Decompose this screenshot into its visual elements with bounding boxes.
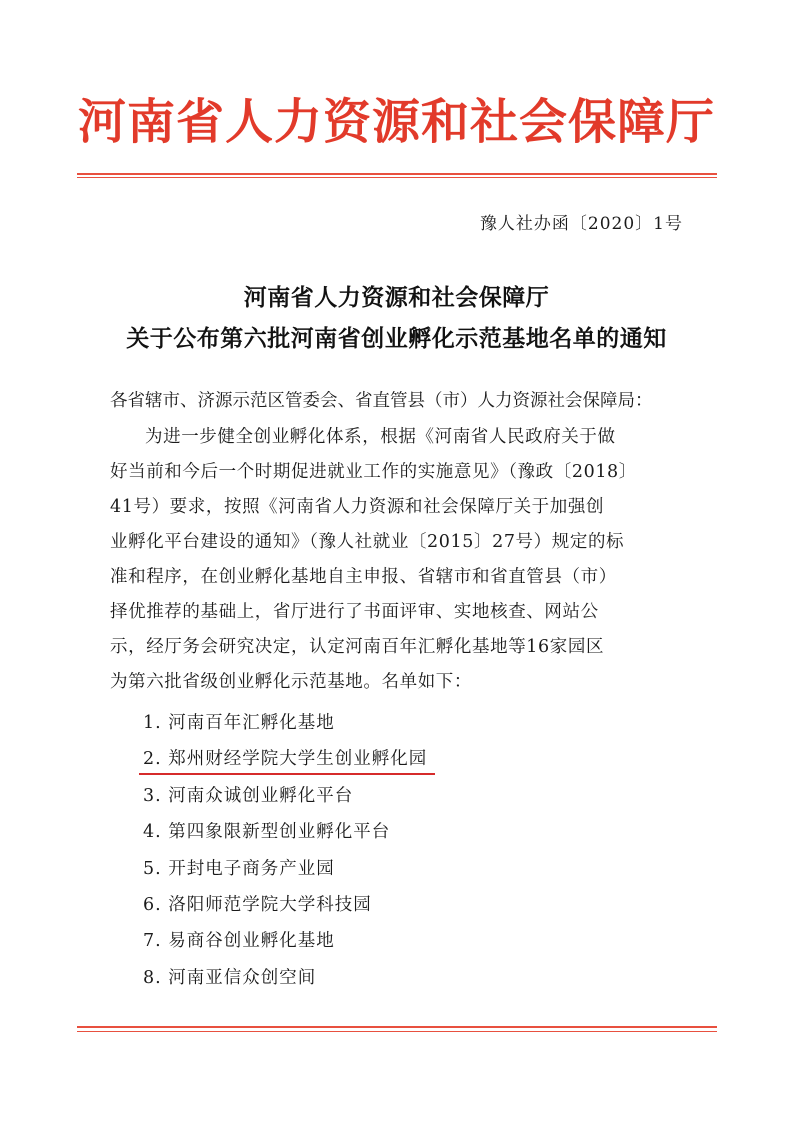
list-item: 4. 第四象限新型创业孵化平台 bbox=[143, 822, 391, 843]
paragraph-line: 为第六批省级创业孵化示范基地。名单如下： bbox=[110, 672, 472, 692]
paragraph-line: 业孵化平台建设的通知》（豫人社就业〔2015〕27号）规定的标 bbox=[110, 532, 625, 552]
paragraph-line: 好当前和今后一个时期促进就业工作的实施意见》（豫政〔2018〕 bbox=[110, 462, 637, 482]
footer-rule-thin bbox=[77, 1031, 717, 1032]
body-paragraph bbox=[110, 420, 690, 700]
list-item: 8. 河南亚信众创空间 bbox=[143, 967, 317, 988]
letterhead-rule-thin bbox=[77, 177, 717, 178]
paragraph-line: 为进一步健全创业孵化体系，根据《河南省人民政府关于做 bbox=[145, 427, 616, 447]
list-item: 1. 河南百年汇孵化基地 bbox=[143, 713, 335, 733]
list-item: 3. 河南众诚创业孵化平台 bbox=[143, 785, 354, 806]
paragraph-line: 41号）要求，按照《河南省人力资源和社会保障厅关于加强创 bbox=[110, 497, 605, 517]
letterhead-rule-thick bbox=[77, 173, 717, 175]
document-number: 豫人社办函〔2020〕1号 bbox=[479, 214, 683, 234]
paragraph-line: 准和程序，在创业孵化基地自主申报、省辖市和省直管县（市） bbox=[110, 567, 617, 587]
list-item-highlighted: 2. 郑州财经学院大学生创业孵化园 bbox=[143, 741, 427, 777]
letterhead-org-name: 河南省人力资源和社会保障厅 bbox=[77, 94, 715, 150]
paragraph-line: 示，经厅务会研究决定，认定河南百年汇孵化基地等16家园区 bbox=[110, 637, 605, 657]
list-item: 7. 易商谷创业孵化基地 bbox=[143, 931, 335, 952]
footer-rule-thick bbox=[77, 1026, 717, 1028]
list-item: 5. 开封电子商务产业园 bbox=[143, 858, 335, 879]
salutation: 各省辖市、济源示范区管委会、省直管县（市）人力资源社会保障局： bbox=[110, 391, 653, 411]
list-item: 6. 洛阳师范学院大学科技园 bbox=[143, 895, 372, 916]
paragraph-line: 择优推荐的基础上，省厅进行了书面评审、实地核查、网站公 bbox=[110, 602, 599, 622]
document-title-line-2: 关于公布第六批河南省创业孵化示范基地名单的通知 bbox=[126, 325, 667, 352]
base-list bbox=[143, 705, 427, 996]
document-title-line-1: 河南省人力资源和社会保障厅 bbox=[243, 284, 550, 311]
